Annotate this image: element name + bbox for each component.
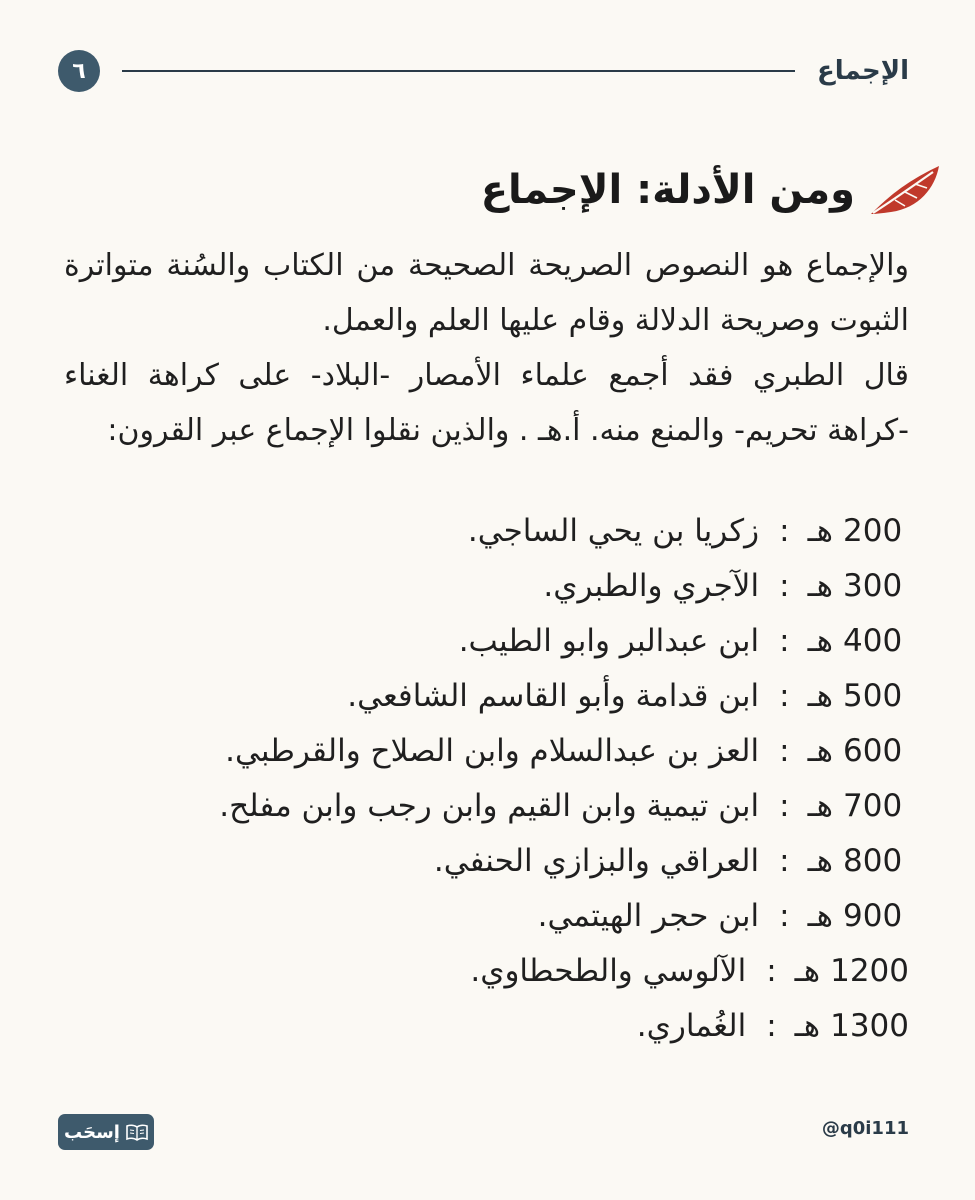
list-year: 1300 [830, 1007, 909, 1044]
list-unit: هـ [807, 567, 833, 604]
list-item [60, 668, 909, 723]
list-year: 900 [843, 897, 903, 934]
list-unit: هـ [794, 1007, 821, 1044]
list-separator: : [779, 622, 790, 659]
list-unit: هـ [807, 897, 833, 934]
list-names: العز بن عبدالسلام وابن الصلاح والقرطبي. [225, 732, 760, 769]
scholars-list [60, 503, 909, 1053]
list-year: 700 [843, 787, 903, 824]
list-names: ابن قدامة وأبو القاسم الشافعي. [347, 677, 760, 714]
list-names: ابن تيمية وابن القيم وابن رجب وابن مفلح. [219, 787, 760, 824]
list-names: ابن حجر الهيتمي. [537, 897, 760, 934]
list-names: العراقي والبزازي الحنفي. [433, 842, 760, 879]
list-separator: : [766, 952, 777, 989]
list-unit: هـ [794, 952, 821, 989]
list-separator: : [779, 677, 790, 714]
leaf-icon [869, 162, 943, 218]
list-separator: : [779, 842, 790, 879]
open-book-icon [126, 1123, 148, 1141]
swipe-label: إسحَب [64, 1121, 120, 1143]
section-label: الإجماع [817, 56, 909, 86]
list-item [60, 888, 909, 943]
title-row [40, 150, 943, 230]
list-separator: : [779, 732, 790, 769]
list-names: الآجري والطبري. [543, 567, 760, 604]
list-unit: هـ [807, 842, 833, 879]
list-separator: : [779, 787, 790, 824]
page-number-badge: ٦ [58, 50, 100, 92]
list-separator: : [779, 567, 790, 604]
list-item [60, 723, 909, 778]
list-names: ابن عبدالبر وابو الطيب. [458, 622, 760, 659]
list-separator: : [779, 512, 790, 549]
list-year: 400 [843, 622, 903, 659]
body-paragraph: والإجماع هو النصوص الصريحة الصحيحة من الكتاب والسُنة متواترة الثبوت وصريحة الدلالة وقام عليها العلم والعمل. [64, 248, 909, 338]
list-year: 300 [843, 567, 903, 604]
list-unit: هـ [807, 677, 833, 714]
header-divider [122, 70, 795, 72]
list-year: 1200 [830, 952, 909, 989]
list-names: الآلوسي والطحطاوي. [470, 952, 747, 989]
body-paragraph: قال الطبري فقد أجمع علماء الأمصار -البلاد- على كراهة الغناء -كراهة تحريم- والمنع منه. أ.هـ . والذين نقلوا الإجماع عبر القرون: [64, 358, 909, 448]
list-unit: هـ [807, 787, 833, 824]
list-item [60, 943, 909, 998]
account-handle: @q0i111 [821, 1118, 909, 1139]
body-text [64, 238, 909, 458]
list-names: الغُماري. [636, 1007, 747, 1044]
list-separator: : [779, 897, 790, 934]
list-item [60, 613, 909, 668]
list-year: 600 [843, 732, 903, 769]
swipe-button[interactable] [58, 1114, 154, 1150]
list-item [60, 558, 909, 613]
list-item [60, 778, 909, 833]
list-year: 500 [843, 677, 903, 714]
page-header [58, 48, 909, 94]
list-item [60, 503, 909, 558]
list-unit: هـ [807, 732, 833, 769]
list-item [60, 998, 909, 1053]
list-names: زكريا بن يحي الساجي. [467, 512, 760, 549]
list-item [60, 833, 909, 888]
list-unit: هـ [807, 622, 833, 659]
list-year: 200 [843, 512, 903, 549]
list-unit: هـ [807, 512, 833, 549]
list-separator: : [766, 1007, 777, 1044]
page-title: ومن الأدلة: الإجماع [480, 167, 855, 213]
list-year: 800 [843, 842, 903, 879]
